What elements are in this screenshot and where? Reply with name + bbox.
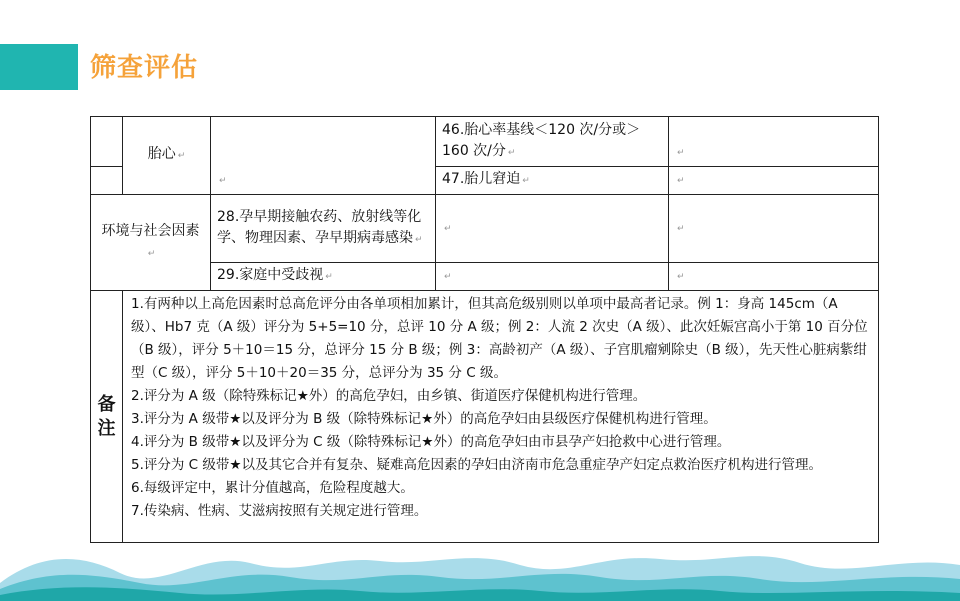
paragraph-mark: ↵ <box>677 272 685 282</box>
empty-cell <box>91 167 123 195</box>
paragraph-mark: ↵ <box>325 272 333 282</box>
paragraph-mark: ↵ <box>415 234 423 245</box>
row-label-text: 环境与社会因素 <box>101 222 200 239</box>
item-47-cell <box>436 167 669 195</box>
note-item: 3.评分为 A 级带★以及评分为 B 级（除特殊标记★外）的高危孕妇由县级医疗保健机构进行管理。 <box>131 411 717 427</box>
item-28-cell <box>211 195 436 263</box>
item-29-cell <box>211 263 436 291</box>
paragraph-mark: ↵ <box>677 224 685 234</box>
risk-table <box>90 116 879 543</box>
item-29-text: 29.家庭中受歧视 <box>217 267 324 283</box>
item-46-text: 46.胎心率基线＜120 次/分或＞160 次/分 <box>442 121 641 159</box>
table-row <box>91 195 879 263</box>
title-accent-bar <box>0 44 78 90</box>
paragraph-mark: ↵ <box>507 147 516 158</box>
item-28-text: 28.孕早期接触农药、放射线等化学、物理因素、孕早期病毒感染 <box>217 208 422 246</box>
paragraph-mark: ↵ <box>677 176 685 186</box>
empty-cell <box>669 263 879 291</box>
empty-cell <box>436 263 669 291</box>
row-label-text: 胎心 <box>147 146 176 162</box>
paragraph-mark: ↵ <box>147 248 156 259</box>
empty-cell <box>211 117 436 195</box>
note-item: 2.评分为 A 级（除特殊标记★外）的高危孕妇，由乡镇、街道医疗保健机构进行管理。 <box>131 388 647 404</box>
row-label-fetal-heart <box>123 117 211 195</box>
note-item: 4.评分为 B 级带★以及评分为 C 级（除特殊标记★外）的高危孕妇由市县孕产妇抢救中心进行管理。 <box>131 434 731 450</box>
table-row <box>91 117 879 167</box>
paragraph-mark: ↵ <box>677 148 685 158</box>
notes-label-text: 备注 <box>97 393 116 439</box>
empty-cell <box>436 195 669 263</box>
paragraph-mark: ↵ <box>444 272 452 282</box>
note-item: 1.有两种以上高危因素时总高危评分由各单项相加累计，但其高危级别则以单项中最高者记录。例 1：身高 145cm（A 级）、Hb7 克（A 级）评分为 5+5=10 分，总评 10 分 A 级；例 2：人流 2 次史（A 级）、此次妊娠宫高小于第 10 百分位（B 级），评分 5＋10＝15 分，总评分 15 分 B 级；例 3：高龄初产（A 级）、子宫肌瘤剜除史（B 级），先天性心脏病紫绀型（C 级），评分 5＋10＋20＝35 分，总评分为 35 分 C 级。 <box>131 296 868 381</box>
note-item: 5.评分为 C 级带★以及其它合并有复杂、疑难高危因素的孕妇由济南市危急重症孕产妇定点救治医疗机构进行管理。 <box>131 457 822 473</box>
empty-cell <box>91 117 123 167</box>
row-label-environment <box>91 195 211 291</box>
empty-cell <box>669 117 879 167</box>
note-item: 7.传染病、性病、艾滋病按照有关规定进行管理。 <box>131 503 428 519</box>
empty-cell <box>669 167 879 195</box>
paragraph-mark: ↵ <box>522 176 530 186</box>
paragraph-mark: ↵ <box>219 176 227 186</box>
item-47-text: 47.胎儿窘迫 <box>442 171 521 187</box>
note-item: 6.每级评定中，累计分值越高，危险程度越大。 <box>131 480 414 496</box>
empty-cell <box>669 195 879 263</box>
paragraph-mark: ↵ <box>444 224 452 234</box>
notes-content <box>123 291 879 543</box>
screening-table <box>90 116 878 543</box>
table-row <box>91 291 879 543</box>
notes-label <box>91 291 123 543</box>
paragraph-mark: ↵ <box>177 151 186 161</box>
page-title: 筛查评估 <box>90 53 199 83</box>
item-46-cell <box>436 117 669 167</box>
decorative-waves <box>0 543 960 601</box>
